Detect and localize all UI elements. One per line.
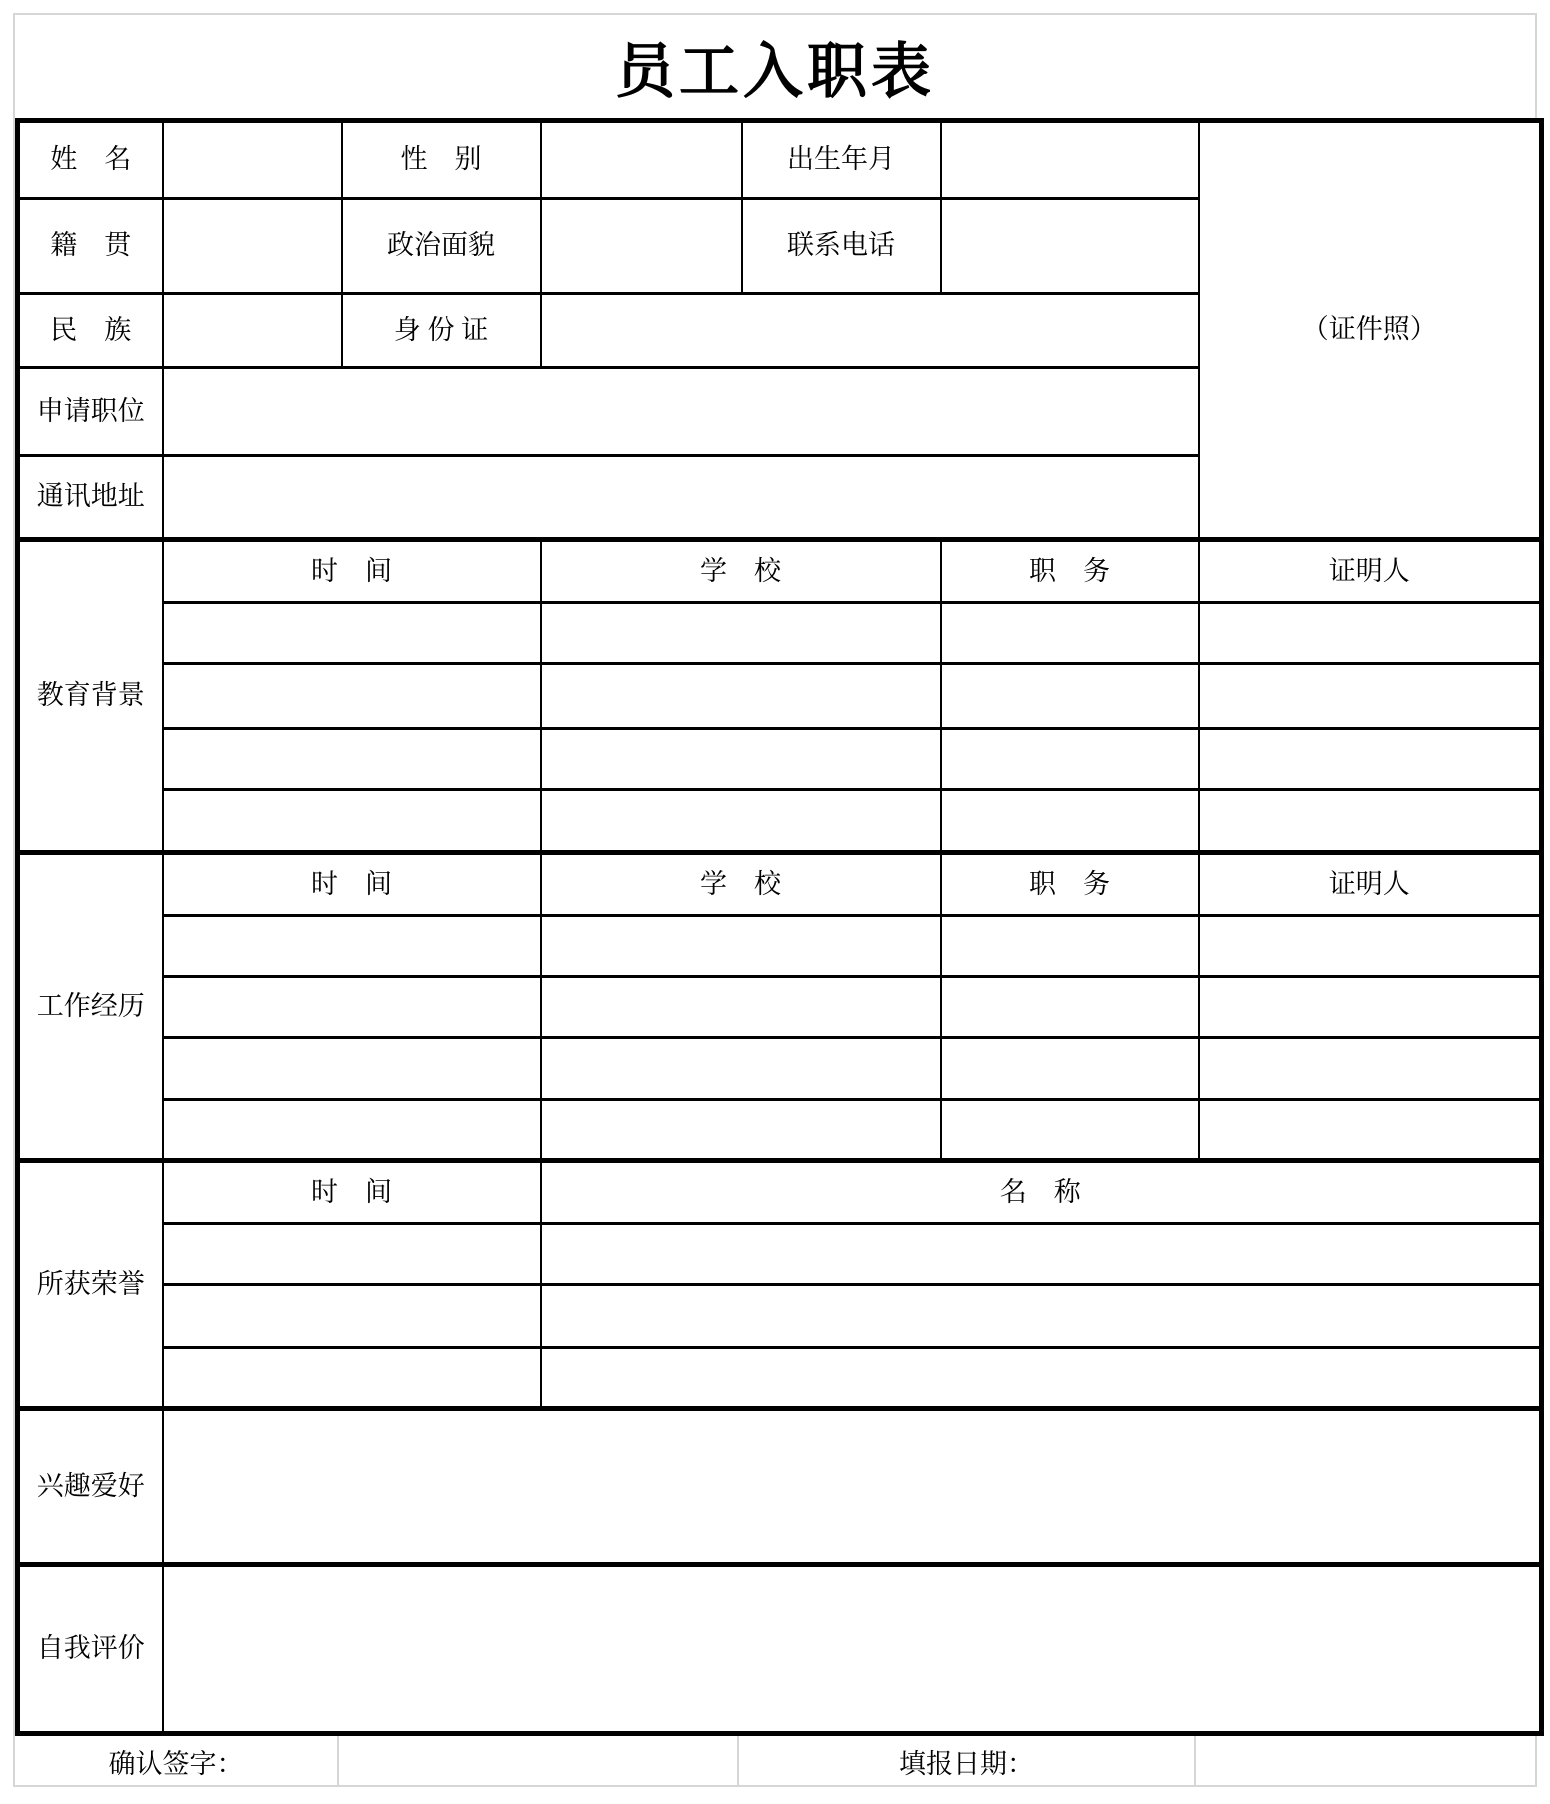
work-row1-school-cell[interactable] (541, 916, 941, 977)
form-title-block (15, 15, 1535, 118)
education-row2-school-cell[interactable] (541, 664, 941, 729)
work-col-school: 学 校 (541, 853, 941, 916)
work-row4-reference-cell[interactable] (1199, 1100, 1542, 1161)
work-row1-duty-cell[interactable] (941, 916, 1199, 977)
work-row1-time-cell[interactable] (163, 916, 541, 977)
native-place-label: 籍 贯 (18, 199, 163, 294)
honors-row3-name-cell[interactable] (541, 1348, 1542, 1409)
honors-row1-time-cell[interactable] (163, 1224, 541, 1285)
birth-date-input-cell[interactable] (941, 121, 1199, 199)
work-col-duty: 职 务 (941, 853, 1199, 916)
id-card-input-cell[interactable] (541, 294, 1199, 368)
work-row4-duty-cell[interactable] (941, 1100, 1199, 1161)
work-section-label: 工作经历 (18, 853, 163, 1161)
address-input-cell[interactable] (163, 456, 1199, 540)
confirm-signature-input-cell[interactable] (339, 1736, 739, 1787)
phone-input-cell[interactable] (941, 199, 1199, 294)
self-evaluation-section-label: 自我评价 (18, 1565, 163, 1734)
gender-input-cell[interactable] (541, 121, 742, 199)
form-sheet (13, 13, 1537, 1787)
work-row4-time-cell[interactable] (163, 1100, 541, 1161)
work-row3-school-cell[interactable] (541, 1038, 941, 1100)
address-label: 通讯地址 (18, 456, 163, 540)
id-card-label: 身 份 证 (342, 294, 541, 368)
work-row3-duty-cell[interactable] (941, 1038, 1199, 1100)
gender-label: 性 别 (342, 121, 541, 199)
work-col-time: 时 间 (163, 853, 541, 916)
work-row2-school-cell[interactable] (541, 977, 941, 1038)
phone-label: 联系电话 (742, 199, 941, 294)
hobbies-input-cell[interactable] (163, 1409, 1542, 1565)
education-row3-time-cell[interactable] (163, 729, 541, 790)
position-label: 申请职位 (18, 368, 163, 456)
education-col-duty: 职 务 (941, 540, 1199, 603)
education-row1-time-cell[interactable] (163, 603, 541, 664)
page-title: 员工入职表 (615, 37, 935, 105)
work-row3-time-cell[interactable] (163, 1038, 541, 1100)
education-row4-reference-cell[interactable] (1199, 790, 1542, 853)
position-input-cell[interactable] (163, 368, 1199, 456)
political-status-label: 政治面貌 (342, 199, 541, 294)
honors-section-label: 所获荣誉 (18, 1161, 163, 1409)
honors-col-name: 名 称 (541, 1161, 1542, 1224)
education-row3-school-cell[interactable] (541, 729, 941, 790)
work-row3-reference-cell[interactable] (1199, 1038, 1542, 1100)
education-col-school: 学 校 (541, 540, 941, 603)
photo-placeholder-cell[interactable]: （证件照） (1199, 121, 1542, 540)
education-row4-school-cell[interactable] (541, 790, 941, 853)
name-input-cell[interactable] (163, 121, 342, 199)
education-row1-duty-cell[interactable] (941, 603, 1199, 664)
self-evaluation-input-cell[interactable] (163, 1565, 1542, 1734)
education-col-reference: 证明人 (1199, 540, 1542, 603)
education-row2-duty-cell[interactable] (941, 664, 1199, 729)
political-status-input-cell[interactable] (541, 199, 742, 294)
name-label: 姓 名 (18, 121, 163, 199)
education-row4-time-cell[interactable] (163, 790, 541, 853)
birth-date-label: 出生年月 (742, 121, 941, 199)
native-place-input-cell[interactable] (163, 199, 342, 294)
footer-row (15, 1736, 1535, 1787)
work-row1-reference-cell[interactable] (1199, 916, 1542, 977)
education-row3-reference-cell[interactable] (1199, 729, 1542, 790)
ethnicity-label: 民 族 (18, 294, 163, 368)
education-row2-time-cell[interactable] (163, 664, 541, 729)
work-row2-time-cell[interactable] (163, 977, 541, 1038)
honors-row2-name-cell[interactable] (541, 1285, 1542, 1348)
onboarding-form-table (15, 118, 1544, 1736)
ethnicity-input-cell[interactable] (163, 294, 342, 368)
honors-row1-name-cell[interactable] (541, 1224, 1542, 1285)
work-row4-school-cell[interactable] (541, 1100, 941, 1161)
education-row1-school-cell[interactable] (541, 603, 941, 664)
education-row4-duty-cell[interactable] (941, 790, 1199, 853)
fill-date-input-cell[interactable] (1196, 1736, 1535, 1787)
honors-row3-time-cell[interactable] (163, 1348, 541, 1409)
education-row3-duty-cell[interactable] (941, 729, 1199, 790)
work-col-reference: 证明人 (1199, 853, 1542, 916)
education-col-time: 时 间 (163, 540, 541, 603)
confirm-signature-label: 确认签字： (15, 1736, 339, 1787)
honors-col-time: 时 间 (163, 1161, 541, 1224)
work-row2-reference-cell[interactable] (1199, 977, 1542, 1038)
hobbies-section-label: 兴趣爱好 (18, 1409, 163, 1565)
education-row1-reference-cell[interactable] (1199, 603, 1542, 664)
work-row2-duty-cell[interactable] (941, 977, 1199, 1038)
education-row2-reference-cell[interactable] (1199, 664, 1542, 729)
honors-row2-time-cell[interactable] (163, 1285, 541, 1348)
education-section-label: 教育背景 (18, 540, 163, 853)
fill-date-label: 填报日期： (739, 1736, 1196, 1787)
